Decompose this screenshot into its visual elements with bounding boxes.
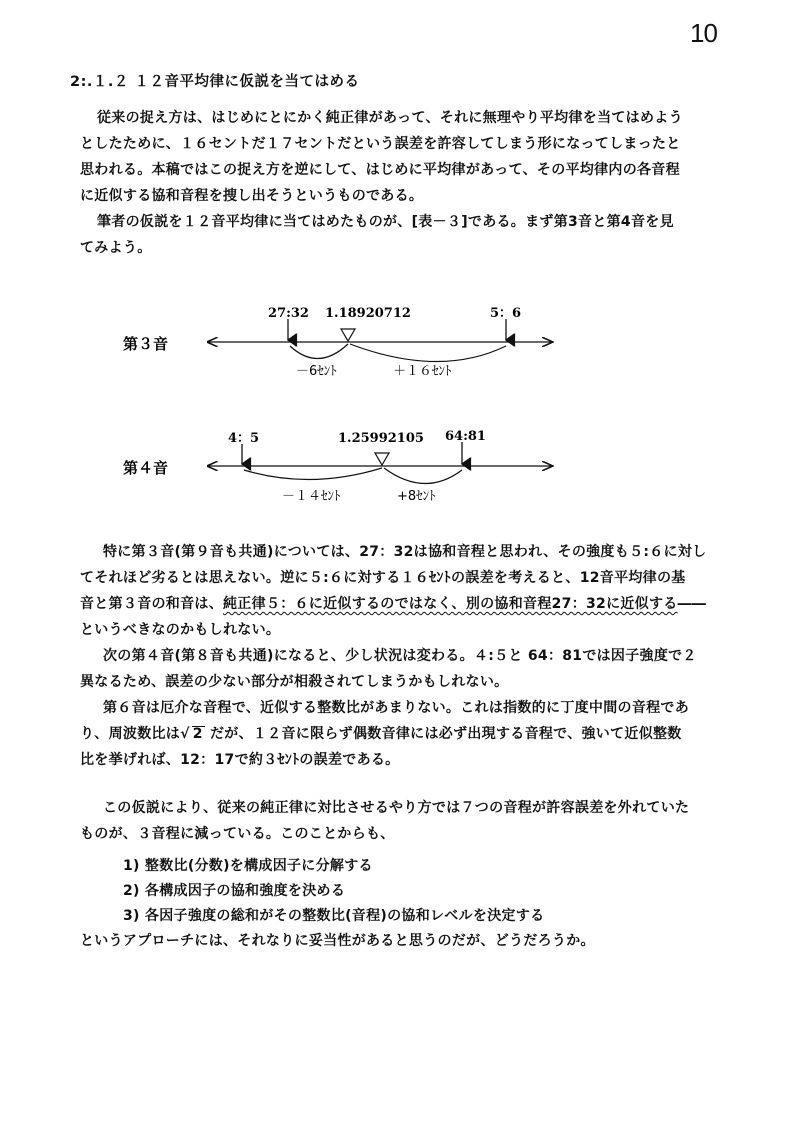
center-value: 1.25992105 [338, 431, 424, 446]
intro-line: 従来の捉え方は、はじめにとにかく純正律があって、それに無理やり平均律を当てはめよう [97, 110, 683, 126]
intro-line: 思われる。本稿ではこの捉え方を逆にして、はじめに平均律があって、その平均律内の各音程 [80, 162, 680, 178]
sqrt-symbol-icon: √ [180, 726, 190, 742]
intro-line: 筆者の仮説を１２音平均律に当てはめたものが、[表－３]である。まず第3音と第4音を見 [97, 214, 674, 230]
discussion-line: てそれほど劣るとは思えない。逆に５:６に対する１６ｾﾝﾄの誤差を考えると、12音平均律の基 [80, 570, 686, 586]
triangle-marker-icon [341, 329, 355, 341]
section-heading: 2:.１.２ １２音平均律に仮説を当てはめる [70, 74, 360, 90]
intro-line: に近似する協和音程を捜し出そうというものである。 [80, 188, 424, 204]
discussion-line: というべきなのかもしれない。 [80, 622, 281, 638]
discussion-line [80, 726, 682, 742]
diagram-fourth-tone [123, 429, 553, 504]
diagram-label: 第４音 [123, 459, 169, 477]
triangle-marker-icon [375, 453, 389, 465]
left-diff: －6ｾﾝﾄ [296, 364, 337, 379]
conclusion-line: この仮説により、従来の純正律に対比させるやり方では７つの音程が許容誤差を外れていた [103, 800, 690, 816]
discussion-line: 比を挙げれば、12：17で約３ｾﾝﾄの誤差である。 [80, 752, 400, 768]
bracket-curve [384, 468, 462, 484]
discussion-line: 異なるため、誤差の少ない部分が相殺されてしまうかもしれない。 [80, 674, 509, 690]
conclusion-list-item: 2) 各構成因子の協和強度を決める [123, 883, 346, 899]
conclusion-list-item: 3) 各因子強度の総和がその整数比(音程)の協和レベルを決定する [123, 908, 545, 924]
conclusion-list-item: 1) 整数比(分数)を構成因子に分解する [123, 858, 373, 874]
right-ratio: 64:81 [445, 429, 486, 444]
left-ratio: 27:32 [268, 306, 309, 321]
center-value: 1.18920712 [325, 306, 411, 321]
intro-line: としたために、１６セントだ１７セントだという誤差を許容してしまう形になってしまったと [80, 136, 681, 152]
underlined-emphasis: 純正律５：６に近似するのではなく、別の協和音程27：32に近似する [223, 596, 678, 612]
intro-line: てみよう。 [80, 240, 152, 256]
bracket-curve [350, 344, 506, 362]
left-diff: －１４ｾﾝﾄ [282, 489, 341, 504]
bracket-curve [290, 344, 348, 359]
em-dash: ―― [677, 596, 707, 612]
bracket-curve [244, 468, 382, 480]
discussion-text: だが、１２音に限らず偶数音律には必ず出現する音程で、強いて近似整数 [204, 726, 682, 742]
left-ratio: 4：5 [228, 431, 260, 446]
right-diff: ＋１６ｾﾝﾄ [393, 364, 452, 379]
diagram-label: 第３音 [123, 335, 169, 353]
discussion-line: 特に第３音(第９音も共通)については、27：32は協和音程と思われ、その強度も５:６に対し [103, 544, 707, 560]
page-number: 10 [690, 18, 717, 48]
conclusion-line: ものが、３音程に減っている。このことからも、 [80, 826, 395, 842]
discussion-text: 音と第３音の和音は、 [80, 596, 223, 612]
discussion-line [80, 596, 706, 612]
conclusion-closing: というアプローチには、それなりに妥当性があると思うのだが、どうだろうか。 [80, 933, 595, 949]
right-ratio: 5：6 [490, 306, 522, 321]
right-diff: +8ｾﾝﾄ [397, 489, 436, 504]
discussion-line: 次の第４音(第８音も共通)になると、少し状況は変わる。４:５と 64：81では因子強度で２ [103, 648, 697, 664]
sqrt-radicand: 2 [192, 726, 203, 742]
discussion-text: り、周波数比は [80, 726, 181, 742]
discussion-line: 第６音は厄介な音程で、近似する整数比があまりない。これは指数的に丁度中間の音程であ [103, 700, 690, 716]
diagram-third-tone [123, 306, 553, 379]
